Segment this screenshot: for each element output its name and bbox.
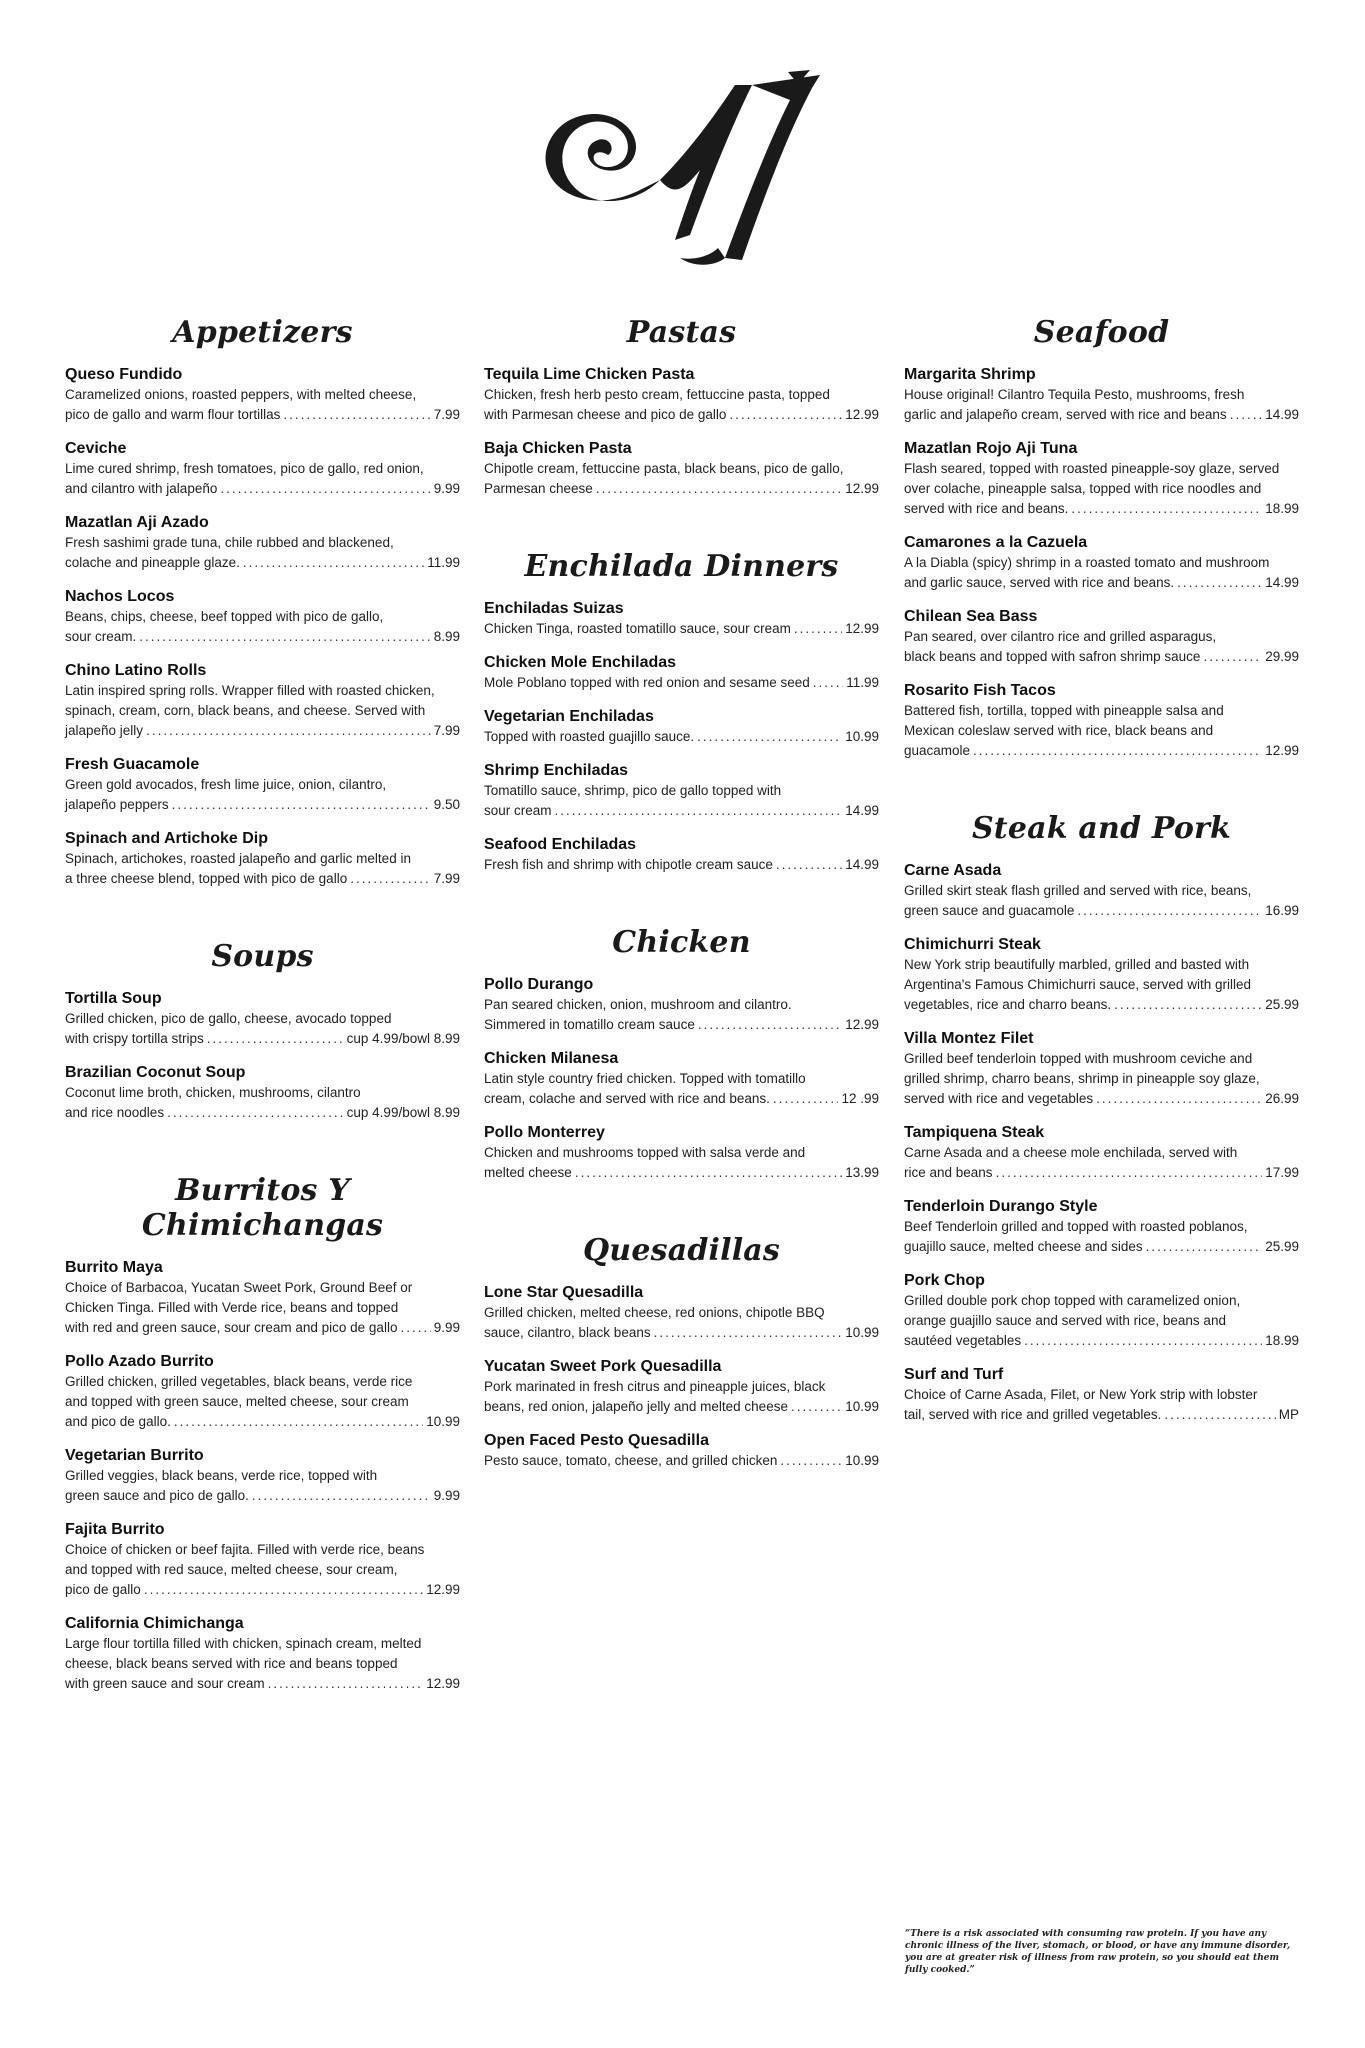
item-description: Grilled chicken, pico de gallo, cheese, avocado topped [65,1011,392,1026]
item-price: 11.99 [427,555,460,570]
item-name: Chicken Milanesa [484,1050,619,1067]
item-name: Yucatan Sweet Pork Quesadilla [484,1358,722,1375]
item-description-end: and cilantro with jalapeño [65,481,218,496]
item-description-end: with crispy tortilla strips [65,1031,204,1046]
dot-leader [283,405,430,425]
item-description-end: a three cheese blend, topped with pico de gallo [65,871,348,886]
item-name: Pork Chop [904,1272,985,1289]
section-title: Steak and Pork [971,811,1232,846]
dot-leader [1096,1089,1262,1109]
item-name: Mazatlan Aji Azado [65,514,209,531]
item-name: Enchiladas Suizas [484,600,624,617]
item-description-end: Chicken Tinga, roasted tomatillo sauce, sour cream [484,621,791,636]
item-description-end: Mole Poblano topped with red onion and sesame seed [484,675,810,690]
item-description: Chipotle cream, fettuccine pasta, black beans, pico de gallo, [484,461,844,476]
price-line [65,627,460,647]
price-line [904,647,1299,667]
dot-leader [780,1451,842,1471]
dot-leader [596,479,842,499]
item-price: cup 4.99/bowl 8.99 [346,1105,460,1120]
price-line [65,1029,460,1049]
item-price: 10.99 [845,729,879,744]
item-description-end: cream, colache and served with rice and beans. [484,1091,770,1106]
item-name: Rosarito Fish Tacos [904,682,1056,699]
dot-leader [252,1486,431,1506]
item-description: Latin inspired spring rolls. Wrapper filled with roasted chicken, spinach, cream, corn, black beans, and cheese. Served with [65,683,435,718]
item-description-end: pico de gallo and warm flour tortillas [65,407,281,422]
item-price: 14.99 [1265,407,1299,422]
dot-leader [996,1163,1263,1183]
item-price: 26.99 [1265,1091,1299,1106]
dot-leader [400,1318,430,1338]
menu-item [484,1356,879,1417]
item-description-end: and garlic sauce, served with rice and beans. [904,575,1175,590]
dot-leader [172,795,431,815]
item-description-end: and pico de gallo. [65,1414,171,1429]
item-description: Beef Tenderloin grilled and topped with roasted poblanos, [904,1219,1248,1234]
menu-item [904,934,1299,1015]
item-description: Chicken and mushrooms topped with salsa verde and [484,1145,806,1160]
menu-item [484,652,879,693]
price-line [484,1451,879,1471]
dot-leader [243,553,424,573]
price-line [904,1331,1299,1351]
price-line [484,1397,879,1417]
dot-leader [139,627,430,647]
item-price: 7.99 [433,723,460,738]
menu-item [65,1519,460,1600]
item-description-end: beans, red onion, jalapeño jelly and melted cheese [484,1399,788,1414]
menu-item [904,1364,1299,1425]
item-description: Beans, chips, cheese, beef topped with pico de gallo, [65,609,384,624]
item-name: Pollo Durango [484,976,594,993]
section-title: Seafood [1033,315,1170,350]
menu-item [904,606,1299,667]
price-line [65,1580,460,1600]
price-line [904,1237,1299,1257]
item-name: Tequila Lime Chicken Pasta [484,366,695,383]
item-description: Caramelized onions, roasted peppers, with melted cheese, [65,387,417,402]
dot-leader [698,1015,842,1035]
menu-item [65,754,460,815]
item-name: Tampiquena Steak [904,1124,1045,1141]
menu-item [904,438,1299,519]
item-description-end: green sauce and guacamole [904,903,1075,918]
item-description: Choice of Barbacoa, Yucatan Sweet Pork, Ground Beef or Chicken Tinga. Filled with Verde rice, beans and topped [65,1280,413,1315]
item-name: Fajita Burrito [65,1521,165,1538]
item-description: Choice of Carne Asada, Filet, or New York strip with lobster [904,1387,1258,1402]
menu-item [904,1196,1299,1257]
item-name: Shrimp Enchiladas [484,762,629,779]
section-seafood [904,315,1299,761]
item-description: Pan seared, over cilantro rice and grilled asparagus, [904,629,1217,644]
item-name: Chicken Mole Enchiladas [484,654,677,671]
dot-leader [555,801,843,821]
item-price: 12.99 [845,1017,879,1032]
item-price: 7.99 [433,871,460,886]
item-price: 10.99 [845,1399,879,1414]
item-price: 14.99 [845,857,879,872]
item-price: 12.99 [845,481,879,496]
item-description: Flash seared, topped with roasted pineapple-soy glaze, served over colache, pineapple salsa, topped with rice noodles and [904,461,1280,496]
item-price: 9.99 [433,481,460,496]
item-description: Green gold avocados, fresh lime juice, onion, cilantro, [65,777,387,792]
item-name: Tenderloin Durango Style [904,1198,1098,1215]
item-name: Queso Fundido [65,366,183,383]
stylized-letter-m-logo [520,70,850,270]
item-description-end: Simmered in tomatillo cream sauce [484,1017,695,1032]
item-price: 12.99 [426,1676,460,1691]
dot-leader [167,1103,344,1123]
item-description: Carne Asada and a cheese mole enchilada, served with [904,1145,1238,1160]
item-name: Camarones a la Cazuela [904,534,1088,551]
price-line [65,1486,460,1506]
item-price: cup 4.99/bowl 8.99 [346,1031,460,1046]
dot-leader [144,1580,423,1600]
item-name: Vegetarian Enchiladas [484,708,654,725]
item-description-end: sour cream [484,803,552,818]
dot-leader [773,1089,839,1109]
menu-item [484,438,879,499]
menu-item [904,1122,1299,1183]
item-name: Chilean Sea Bass [904,608,1038,625]
dot-leader [350,869,431,889]
menu-item [65,828,460,889]
item-description-end: sautéed vegetables [904,1333,1022,1348]
section-burritos-y-chimichangas [65,1173,460,1694]
item-description-end: served with rice and vegetables [904,1091,1094,1106]
item-description-end: vegetables, rice and charro beans. [904,997,1112,1012]
item-description-end: sauce, cilantro, black beans [484,1325,651,1340]
item-description: Chicken, fresh herb pesto cream, fettuccine pasta, topped [484,387,830,402]
item-description: Battered fish, tortilla, topped with pineapple salsa and Mexican coleslaw served with rice, black beans and [904,703,1224,738]
price-line [65,405,460,425]
item-description-end: jalapeño jelly [65,723,144,738]
item-description: Grilled double pork chop topped with caramelized onion, orange guajillo sauce and served with rice, beans and [904,1293,1241,1328]
price-line [484,479,879,499]
item-price: 25.99 [1265,997,1299,1012]
menu-item [904,532,1299,593]
menu-item [484,1282,879,1343]
item-name: Lone Star Quesadilla [484,1284,644,1301]
item-description: Pan seared chicken, onion, mushroom and cilantro. [484,997,792,1012]
dot-leader [729,405,842,425]
item-description-end: green sauce and pico de gallo. [65,1488,249,1503]
dot-leader [268,1674,424,1694]
item-description-end: guacamole [904,743,971,758]
item-description: Lime cured shrimp, fresh tomatoes, pico de gallo, red onion, [65,461,424,476]
price-line [904,405,1299,425]
dot-leader [146,721,431,741]
item-price: 9.50 [433,797,460,812]
item-price: 12 .99 [841,1091,879,1106]
dot-leader [1203,647,1262,667]
menu-column-1 [65,315,460,1744]
menu-item [904,1270,1299,1351]
item-price: 18.99 [1265,501,1299,516]
dot-leader [1230,405,1263,425]
item-description: Grilled chicken, grilled vegetables, black beans, verde rice and topped with green sauce, melted cheese, sour cream [65,1374,413,1409]
item-price: MP [1278,1407,1299,1422]
item-price: 14.99 [1265,575,1299,590]
dot-leader [1114,995,1262,1015]
item-price: 12.99 [845,621,879,636]
item-price: 10.99 [845,1325,879,1340]
menu-item [904,680,1299,761]
dot-leader [174,1412,423,1432]
item-name: Baja Chicken Pasta [484,440,632,457]
item-description: Pork marinated in fresh citrus and pineapple juices, black [484,1379,826,1394]
section-title: Enchilada Dinners [524,549,839,584]
item-description-end: with red and green sauce, sour cream and pico de gallo [65,1320,398,1335]
menu-item [484,1122,879,1183]
section-title: Soups [211,939,314,974]
item-description: A la Diabla (spicy) shrimp in a roasted tomato and mushroom [904,555,1270,570]
price-line [904,573,1299,593]
price-line [65,869,460,889]
menu-item [484,364,879,425]
price-line [484,673,879,693]
item-description: Grilled chicken, melted cheese, red onions, chipotle BBQ [484,1305,825,1320]
section-title: Pastas [626,315,737,350]
price-line [484,1089,879,1109]
price-line [904,499,1299,519]
item-price: 17.99 [1265,1165,1299,1180]
item-description: New York strip beautifully marbled, grilled and basted with Argentina's Famous Chimichurri sauce, served with grilled [904,957,1251,992]
price-line [65,1674,460,1694]
price-line [484,1015,879,1035]
item-name: Villa Montez Filet [904,1030,1034,1047]
dot-leader [794,619,842,639]
section-title: Quesadillas [582,1233,781,1268]
menu-item [484,598,879,639]
item-name: Tortilla Soup [65,990,162,1007]
section-chicken [484,925,879,1183]
item-price: 11.99 [846,675,879,690]
item-description-end: jalapeño peppers [65,797,169,812]
price-line [65,795,460,815]
item-description: Choice of chicken or beef fajita. Filled with verde rice, beans and topped with red sauce, melted cheese, sour cream, [65,1542,425,1577]
menu-item [484,974,879,1035]
price-line [484,1163,879,1183]
section-soups [65,939,460,1123]
section-enchilada-dinners [484,549,879,875]
menu-item [65,438,460,499]
price-line [65,1103,460,1123]
menu-item [65,1351,460,1432]
menu-column-2 [484,315,879,1521]
section-title: Appetizers [172,315,353,350]
item-price: 18.99 [1265,1333,1299,1348]
item-name: Chino Latino Rolls [65,662,207,679]
item-description-end: rice and beans [904,1165,993,1180]
item-price: 12.99 [1265,743,1299,758]
item-description: Tomatillo sauce, shrimp, pico de gallo topped with [484,783,782,798]
menu-item [65,1445,460,1506]
dot-leader [1177,573,1262,593]
item-description: Grilled beef tenderloin topped with mushroom ceviche and grilled shrimp, charro beans, shrimp in pineapple soy glaze, [904,1051,1260,1086]
section-title: Burritos Y Chimichangas [141,1173,384,1243]
menu-item [484,834,879,875]
menu-item [484,1430,879,1471]
item-description: Fresh sashimi grade tuna, chile rubbed and blackened, [65,535,394,550]
dot-leader [1164,1405,1275,1425]
menu-item [65,1062,460,1123]
dot-leader [791,1397,842,1417]
item-price: 7.99 [433,407,460,422]
dot-leader [776,855,842,875]
dot-leader [1024,1331,1262,1351]
item-price: 9.99 [433,1488,460,1503]
section-appetizers [65,315,460,889]
item-name: Pollo Azado Burrito [65,1353,214,1370]
item-price: 12.99 [845,407,879,422]
item-description-end: Parmesan cheese [484,481,593,496]
price-line [65,479,460,499]
price-line [904,901,1299,921]
price-line [65,1412,460,1432]
menu-item [65,364,460,425]
item-name: Pollo Monterrey [484,1124,605,1141]
dot-leader [207,1029,344,1049]
section-title: Chicken [612,925,751,960]
dot-leader [1146,1237,1263,1257]
price-line [904,741,1299,761]
item-description-end: Fresh fish and shrimp with chipotle cream sauce [484,857,773,872]
item-description-end: served with rice and beans. [904,501,1069,516]
price-line [65,553,460,573]
price-line [484,855,879,875]
menu-item [904,860,1299,921]
price-line [484,405,879,425]
item-price: 9.99 [433,1320,460,1335]
item-price: 8.99 [433,629,460,644]
item-name: Fresh Guacamole [65,756,200,773]
menu-item [904,364,1299,425]
item-name: Spinach and Artichoke Dip [65,830,268,847]
item-name: Surf and Turf [904,1366,1004,1383]
menu-item [65,512,460,573]
price-line [484,801,879,821]
item-name: Seafood Enchiladas [484,836,637,853]
menu-item [65,1257,460,1338]
raw-protein-disclaimer: “There is a risk associated with consuming raw protein. If you have any chronic illness of the liver, stomach, or blood, or have any immune disorder, you are at greater risk of illness from raw protein, so you should eat them fully cooked.” [905,1929,1291,1975]
dot-leader [697,727,842,747]
dot-leader [575,1163,842,1183]
item-description-end: guajillo sauce, melted cheese and sides [904,1239,1143,1254]
item-price: 10.99 [845,1453,879,1468]
item-description: House original! Cilantro Tequila Pesto, mushrooms, fresh [904,387,1245,402]
item-description: Grilled veggies, black beans, verde rice, topped with [65,1468,378,1483]
item-name: Vegetarian Burrito [65,1447,204,1464]
dot-leader [1071,499,1262,519]
item-description: Spinach, artichokes, roasted jalapeño and garlic melted in [65,851,411,866]
item-price: 10.99 [426,1414,460,1429]
menu-item [65,988,460,1049]
price-line [65,1318,460,1338]
item-description-end: colache and pineapple glaze. [65,555,240,570]
item-price: 12.99 [426,1582,460,1597]
dot-leader [813,673,843,693]
item-name: Open Faced Pesto Quesadilla [484,1432,709,1449]
menu-item [484,760,879,821]
menu-item [904,1028,1299,1109]
dot-leader [654,1323,843,1343]
item-description: Latin style country fried chicken. Topped with tomatillo [484,1071,806,1086]
item-description: Large flour tortilla filled with chicken, spinach cream, melted cheese, black beans served with rice and beans topped [65,1636,422,1671]
menu-item [65,660,460,741]
item-description-end: and rice noodles [65,1105,165,1120]
item-name: Nachos Locos [65,588,175,605]
menu-column-3 [904,315,1299,1475]
item-description-end: sour cream. [65,629,137,644]
menu-item [65,1613,460,1694]
price-line [904,995,1299,1015]
item-description: Coconut lime broth, chicken, mushrooms, cilantro [65,1085,361,1100]
price-line [904,1405,1299,1425]
price-line [484,727,879,747]
item-description-end: Topped with roasted guajillo sauce. [484,729,695,744]
item-name: Burrito Maya [65,1259,163,1276]
section-pastas [484,315,879,499]
item-name: Mazatlan Rojo Aji Tuna [904,440,1078,457]
item-name: California Chimichanga [65,1615,244,1632]
item-description-end: tail, served with rice and grilled vegetables. [904,1407,1162,1422]
item-name: Carne Asada [904,862,1002,879]
dot-leader [1077,901,1262,921]
item-name: Ceviche [65,440,127,457]
item-description-end: with green sauce and sour cream [65,1676,265,1691]
menu-item [484,706,879,747]
section-quesadillas [484,1233,879,1471]
section-steak-and-pork [904,811,1299,1425]
item-description-end: with Parmesan cheese and pico de gallo [484,407,727,422]
item-price: 29.99 [1265,649,1299,664]
item-price: 14.99 [845,803,879,818]
item-description-end: garlic and jalapeño cream, served with rice and beans [904,407,1227,422]
item-name: Brazilian Coconut Soup [65,1064,246,1081]
item-price: 16.99 [1265,903,1299,918]
item-price: 25.99 [1265,1239,1299,1254]
dot-leader [973,741,1262,761]
price-line [484,619,879,639]
price-line [904,1163,1299,1183]
price-line [904,1089,1299,1109]
price-line [65,721,460,741]
item-description: Grilled skirt steak flash grilled and served with rice, beans, [904,883,1252,898]
menu-item [65,586,460,647]
item-description-end: black beans and topped with safron shrimp sauce [904,649,1201,664]
item-description-end: melted cheese [484,1165,572,1180]
item-description-end: pico de gallo [65,1582,141,1597]
menu-item [484,1048,879,1109]
item-name: Margarita Shrimp [904,366,1036,383]
item-description-end: Pesto sauce, tomato, cheese, and grilled chicken [484,1453,778,1468]
dot-leader [220,479,430,499]
item-price: 13.99 [845,1165,879,1180]
item-name: Chimichurri Steak [904,936,1041,953]
price-line [484,1323,879,1343]
